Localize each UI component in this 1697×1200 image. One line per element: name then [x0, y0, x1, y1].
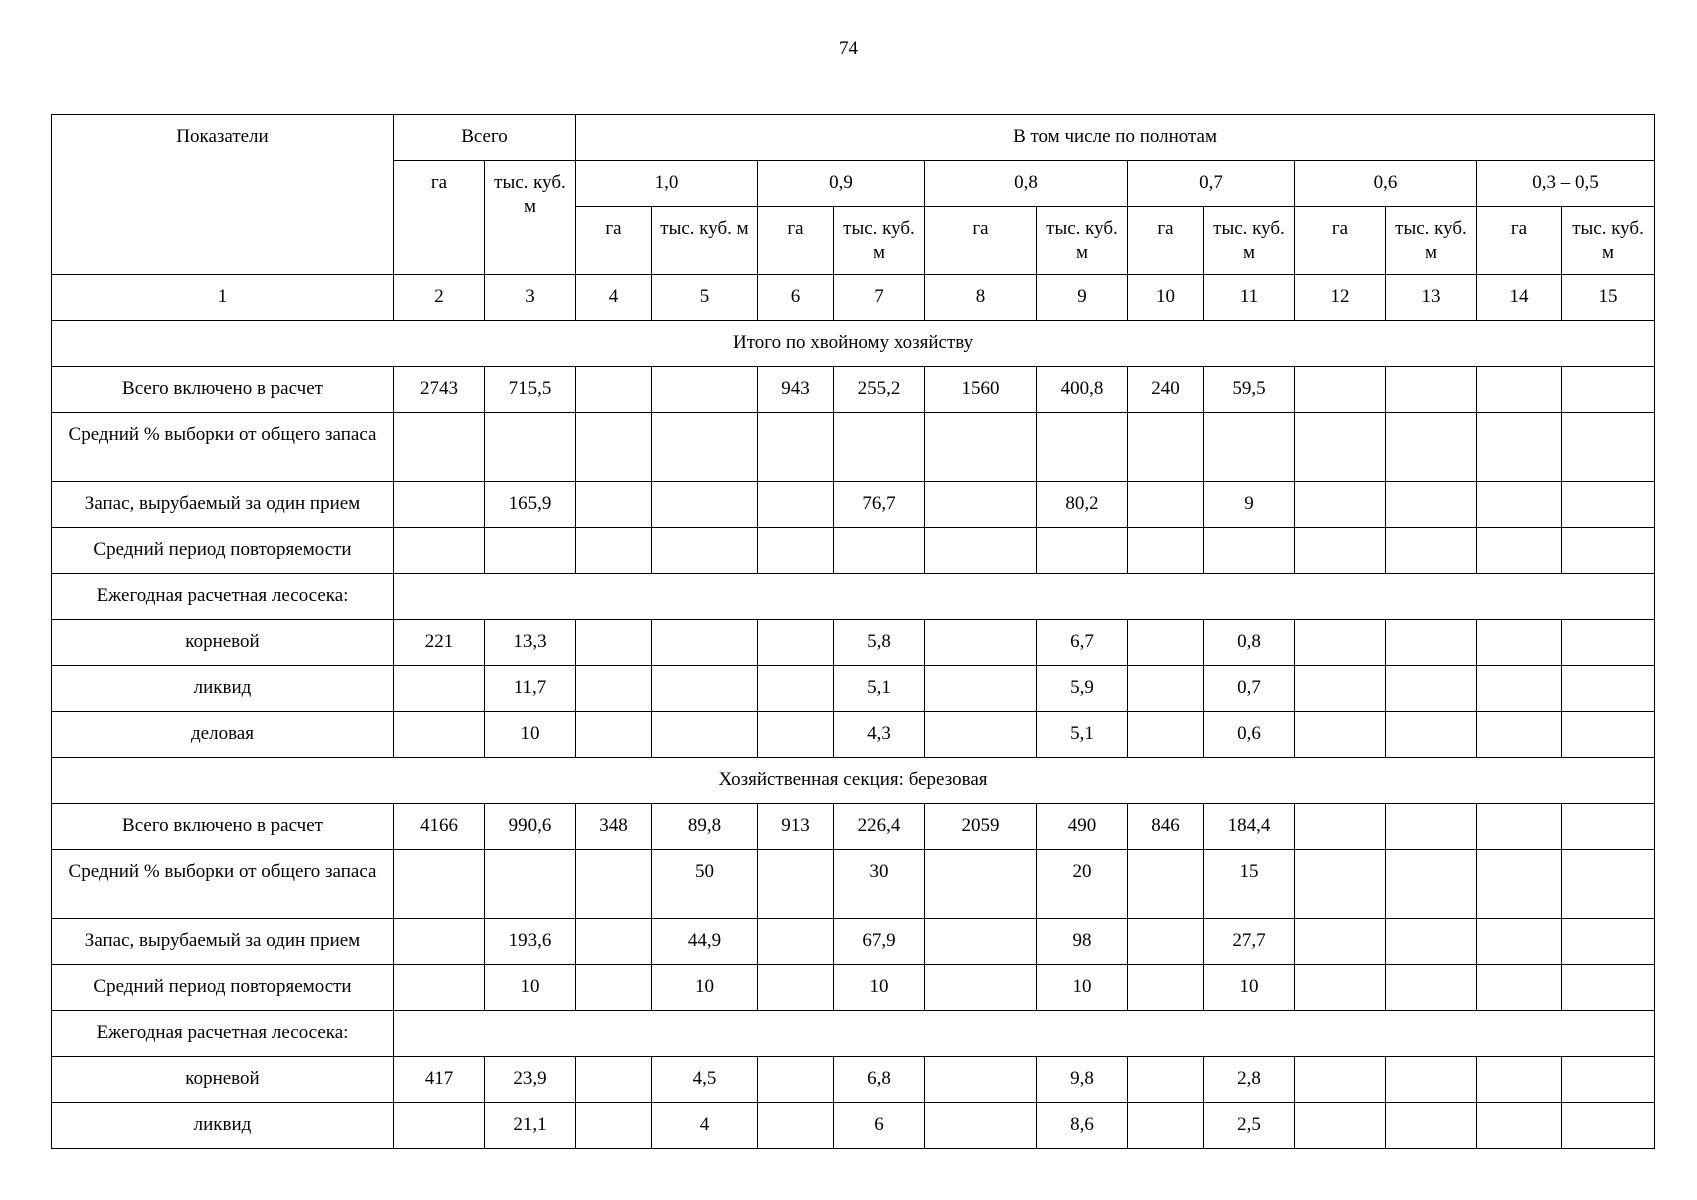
data-cell: 715,5: [485, 367, 576, 413]
data-cell: 10: [485, 712, 576, 758]
data-cell: 0,6: [1204, 712, 1295, 758]
data-cell: 5,8: [834, 620, 925, 666]
data-cell: [1386, 965, 1477, 1011]
header-volume: тыс. куб. м: [834, 207, 925, 275]
data-cell: 240: [1128, 367, 1204, 413]
row-label: Запас, вырубаемый за один прием: [52, 482, 394, 528]
column-number: 12: [1295, 275, 1386, 321]
row-label: Всего включено в расчет: [52, 804, 394, 850]
data-cell: [652, 528, 758, 574]
row-label: Средний % выборки от общего запаса: [52, 850, 394, 919]
data-cell: 5,1: [834, 666, 925, 712]
data-cell: 80,2: [1037, 482, 1128, 528]
header-volume: тыс. куб. м: [1037, 207, 1128, 275]
data-cell: [1128, 965, 1204, 1011]
column-number: 9: [1037, 275, 1128, 321]
data-cell: [758, 850, 834, 919]
data-cell: 98: [1037, 919, 1128, 965]
table-row: [52, 850, 1655, 919]
data-cell: [652, 666, 758, 712]
table-row: [52, 919, 1655, 965]
data-cell: [1128, 482, 1204, 528]
data-cell: [1562, 666, 1655, 712]
data-cell: [1128, 712, 1204, 758]
column-number: 11: [1204, 275, 1295, 321]
data-cell: [1562, 712, 1655, 758]
data-cell: [485, 850, 576, 919]
data-cell: [1128, 1103, 1204, 1149]
data-cell: 2059: [925, 804, 1037, 850]
data-cell: [1562, 482, 1655, 528]
column-number: 13: [1386, 275, 1477, 321]
header-ha: га: [576, 207, 652, 275]
data-cell: 11,7: [485, 666, 576, 712]
data-cell: [834, 413, 925, 482]
data-cell: [576, 528, 652, 574]
data-cell: 846: [1128, 804, 1204, 850]
data-cell: [1562, 850, 1655, 919]
data-cell: [1562, 528, 1655, 574]
data-cell: 2,8: [1204, 1057, 1295, 1103]
section-title-row: [52, 321, 1655, 367]
data-cell: 20: [1037, 850, 1128, 919]
header-ha: га: [925, 207, 1037, 275]
column-number: 15: [1562, 275, 1655, 321]
header-ha: га: [1477, 207, 1562, 275]
data-cell: 193,6: [485, 919, 576, 965]
data-cell: 184,4: [1204, 804, 1295, 850]
data-cell: 1560: [925, 367, 1037, 413]
data-cell: 44,9: [652, 919, 758, 965]
row-label: Средний период повторяемости: [52, 965, 394, 1011]
row-label: Средний период повторяемости: [52, 528, 394, 574]
table-row: [52, 528, 1655, 574]
table-row: [52, 574, 1655, 620]
data-cell: [1386, 482, 1477, 528]
data-cell: [925, 850, 1037, 919]
data-cell: 67,9: [834, 919, 925, 965]
data-cell: [1386, 919, 1477, 965]
row-label: Запас, вырубаемый за один прием: [52, 919, 394, 965]
data-cell: [1204, 413, 1295, 482]
header-ha: га: [1295, 207, 1386, 275]
header-ha: га: [758, 207, 834, 275]
data-cell: [925, 1057, 1037, 1103]
data-cell: [1477, 666, 1562, 712]
data-cell: [652, 367, 758, 413]
data-cell: [1386, 620, 1477, 666]
column-number: 3: [485, 275, 576, 321]
header-indicators: Показатели: [52, 115, 394, 275]
data-cell: [1477, 712, 1562, 758]
section-title-row: [52, 758, 1655, 804]
data-cell: [1562, 804, 1655, 850]
data-cell: 9: [1204, 482, 1295, 528]
data-cell: [485, 413, 576, 482]
data-cell: [576, 850, 652, 919]
data-cell: [576, 712, 652, 758]
column-number: 2: [394, 275, 485, 321]
data-cell: [1128, 620, 1204, 666]
data-cell: [1386, 804, 1477, 850]
header-density: 0,7: [1128, 161, 1295, 207]
data-cell: [394, 482, 485, 528]
data-cell: 4: [652, 1103, 758, 1149]
row-label: корневой: [52, 620, 394, 666]
data-cell: 990,6: [485, 804, 576, 850]
data-cell: [834, 528, 925, 574]
table-body: [52, 321, 1655, 1149]
data-cell: [1477, 528, 1562, 574]
header-density: 0,8: [925, 161, 1128, 207]
data-cell: [1295, 367, 1386, 413]
data-cell: [1477, 965, 1562, 1011]
table-row: [52, 1103, 1655, 1149]
header-density: 1,0: [576, 161, 758, 207]
data-cell: 6: [834, 1103, 925, 1149]
data-cell: 10: [834, 965, 925, 1011]
data-cell: 6,8: [834, 1057, 925, 1103]
data-cell: [1295, 850, 1386, 919]
data-cell: [576, 965, 652, 1011]
data-cell: [758, 482, 834, 528]
column-number: 14: [1477, 275, 1562, 321]
data-cell: [1562, 1057, 1655, 1103]
data-cell: [1562, 1103, 1655, 1149]
data-cell: [1128, 666, 1204, 712]
data-cell: [758, 528, 834, 574]
data-cell: 15: [1204, 850, 1295, 919]
data-cell: [576, 666, 652, 712]
data-cell: [1386, 666, 1477, 712]
data-cell: 23,9: [485, 1057, 576, 1103]
data-cell: [394, 850, 485, 919]
data-cell: [1477, 1057, 1562, 1103]
data-cell: [576, 482, 652, 528]
data-cell: [758, 712, 834, 758]
data-cell: [1386, 413, 1477, 482]
data-cell: [1562, 620, 1655, 666]
data-cell: [758, 413, 834, 482]
data-cell: 27,7: [1204, 919, 1295, 965]
data-cell: 89,8: [652, 804, 758, 850]
header-density: 0,3 – 0,5: [1477, 161, 1655, 207]
data-cell: [394, 919, 485, 965]
column-number: 10: [1128, 275, 1204, 321]
data-cell: [1386, 528, 1477, 574]
data-cell: [394, 712, 485, 758]
data-cell: [1386, 1057, 1477, 1103]
row-label: Средний % выборки от общего запаса: [52, 413, 394, 482]
data-cell: [394, 1103, 485, 1149]
data-cell: 4,5: [652, 1057, 758, 1103]
data-cell: [1386, 850, 1477, 919]
data-cell: 50: [652, 850, 758, 919]
data-cell: [1477, 850, 1562, 919]
data-cell: [1295, 804, 1386, 850]
data-cell: 10: [1204, 965, 1295, 1011]
data-cell: 0,7: [1204, 666, 1295, 712]
data-cell: 9,8: [1037, 1057, 1128, 1103]
data-cell: 5,9: [1037, 666, 1128, 712]
data-cell: [1037, 413, 1128, 482]
data-cell: [576, 919, 652, 965]
allowable-cut-table: [51, 114, 1655, 1149]
header-volume: тыс. куб. м: [652, 207, 758, 275]
row-label: деловая: [52, 712, 394, 758]
header-ha: га: [1128, 207, 1204, 275]
data-cell: [485, 528, 576, 574]
data-cell: 10: [1037, 965, 1128, 1011]
data-cell: [1295, 666, 1386, 712]
data-cell: [394, 413, 485, 482]
data-cell: 913: [758, 804, 834, 850]
column-numbers-row: [52, 275, 1655, 321]
data-cell: [652, 413, 758, 482]
row-label: Всего включено в расчет: [52, 367, 394, 413]
header-total-volume: тыс. куб. м: [485, 161, 576, 275]
data-cell: [1128, 413, 1204, 482]
table-row: [52, 620, 1655, 666]
data-cell: [1295, 919, 1386, 965]
data-cell: [652, 620, 758, 666]
data-cell: [1477, 620, 1562, 666]
empty-span-cell: [394, 574, 1655, 620]
data-cell: [758, 919, 834, 965]
data-cell: [758, 620, 834, 666]
data-cell: [1295, 1103, 1386, 1149]
data-cell: [394, 528, 485, 574]
data-cell: [1295, 620, 1386, 666]
data-cell: [1386, 367, 1477, 413]
header-total: Всего: [394, 115, 576, 161]
column-number: 8: [925, 275, 1037, 321]
data-cell: [1295, 712, 1386, 758]
data-cell: 10: [485, 965, 576, 1011]
data-cell: [1295, 413, 1386, 482]
data-cell: [1477, 919, 1562, 965]
data-cell: [1128, 919, 1204, 965]
data-cell: [925, 1103, 1037, 1149]
data-cell: 59,5: [1204, 367, 1295, 413]
data-cell: [1477, 1103, 1562, 1149]
header-total-ha: га: [394, 161, 485, 275]
data-cell: [652, 712, 758, 758]
data-cell: 226,4: [834, 804, 925, 850]
data-cell: 6,7: [1037, 620, 1128, 666]
data-cell: [758, 666, 834, 712]
data-cell: [925, 666, 1037, 712]
data-cell: 21,1: [485, 1103, 576, 1149]
data-cell: [394, 666, 485, 712]
data-cell: [758, 965, 834, 1011]
data-cell: [925, 528, 1037, 574]
table-row: [52, 965, 1655, 1011]
data-cell: 348: [576, 804, 652, 850]
table-row: [52, 413, 1655, 482]
data-cell: 2743: [394, 367, 485, 413]
header-density: 0,6: [1295, 161, 1477, 207]
data-cell: [1128, 528, 1204, 574]
data-cell: [1295, 965, 1386, 1011]
data-cell: [576, 367, 652, 413]
data-cell: 4,3: [834, 712, 925, 758]
column-number: 6: [758, 275, 834, 321]
column-number: 1: [52, 275, 394, 321]
data-cell: 76,7: [834, 482, 925, 528]
data-cell: [576, 620, 652, 666]
table-row: [52, 1011, 1655, 1057]
row-label: корневой: [52, 1057, 394, 1103]
data-cell: 400,8: [1037, 367, 1128, 413]
header-density: 0,9: [758, 161, 925, 207]
table-row: [52, 712, 1655, 758]
data-cell: 4166: [394, 804, 485, 850]
data-cell: [1477, 804, 1562, 850]
table-row: [52, 1057, 1655, 1103]
data-cell: 30: [834, 850, 925, 919]
data-cell: [1477, 413, 1562, 482]
data-cell: [1037, 528, 1128, 574]
page-number: 74: [839, 38, 858, 59]
data-cell: 8,6: [1037, 1103, 1128, 1149]
data-cell: [1386, 1103, 1477, 1149]
table-row: [52, 804, 1655, 850]
header-volume: тыс. куб. м: [1562, 207, 1655, 275]
table-row: [52, 367, 1655, 413]
data-cell: [758, 1103, 834, 1149]
data-cell: 490: [1037, 804, 1128, 850]
data-cell: [576, 413, 652, 482]
data-cell: [925, 620, 1037, 666]
data-cell: [1562, 367, 1655, 413]
data-cell: 0,8: [1204, 620, 1295, 666]
data-cell: [1562, 413, 1655, 482]
data-cell: 165,9: [485, 482, 576, 528]
data-cell: [925, 413, 1037, 482]
data-cell: [1295, 482, 1386, 528]
table-row: [52, 666, 1655, 712]
data-cell: [576, 1057, 652, 1103]
table-row: [52, 482, 1655, 528]
row-label: ликвид: [52, 1103, 394, 1149]
header-volume: тыс. куб. м: [1386, 207, 1477, 275]
data-cell: [1295, 1057, 1386, 1103]
column-number: 7: [834, 275, 925, 321]
data-cell: [1204, 528, 1295, 574]
data-cell: [1295, 528, 1386, 574]
data-cell: 221: [394, 620, 485, 666]
data-cell: 943: [758, 367, 834, 413]
header-including-by-density: В том числе по полнотам: [576, 115, 1655, 161]
data-cell: [1477, 482, 1562, 528]
data-cell: 10: [652, 965, 758, 1011]
data-cell: [925, 965, 1037, 1011]
data-cell: [1128, 850, 1204, 919]
data-cell: 255,2: [834, 367, 925, 413]
data-cell: [1128, 1057, 1204, 1103]
data-cell: [925, 482, 1037, 528]
data-cell: [1562, 965, 1655, 1011]
data-cell: 13,3: [485, 620, 576, 666]
data-cell: [925, 712, 1037, 758]
data-cell: 2,5: [1204, 1103, 1295, 1149]
data-cell: [1386, 712, 1477, 758]
column-number: 5: [652, 275, 758, 321]
data-cell: [925, 919, 1037, 965]
data-cell: 417: [394, 1057, 485, 1103]
data-cell: [576, 1103, 652, 1149]
header-volume: тыс. куб. м: [1204, 207, 1295, 275]
row-label: Ежегодная расчетная лесосека:: [52, 574, 394, 620]
data-cell: [758, 1057, 834, 1103]
data-cell: [652, 482, 758, 528]
data-cell: 5,1: [1037, 712, 1128, 758]
section-title: Хозяйственная секция: березовая: [52, 758, 1655, 804]
data-cell: [394, 965, 485, 1011]
data-cell: [1477, 367, 1562, 413]
row-label: Ежегодная расчетная лесосека:: [52, 1011, 394, 1057]
row-label: ликвид: [52, 666, 394, 712]
column-number: 4: [576, 275, 652, 321]
section-title: Итого по хвойному хозяйству: [52, 321, 1655, 367]
data-cell: [1562, 919, 1655, 965]
empty-span-cell: [394, 1011, 1655, 1057]
